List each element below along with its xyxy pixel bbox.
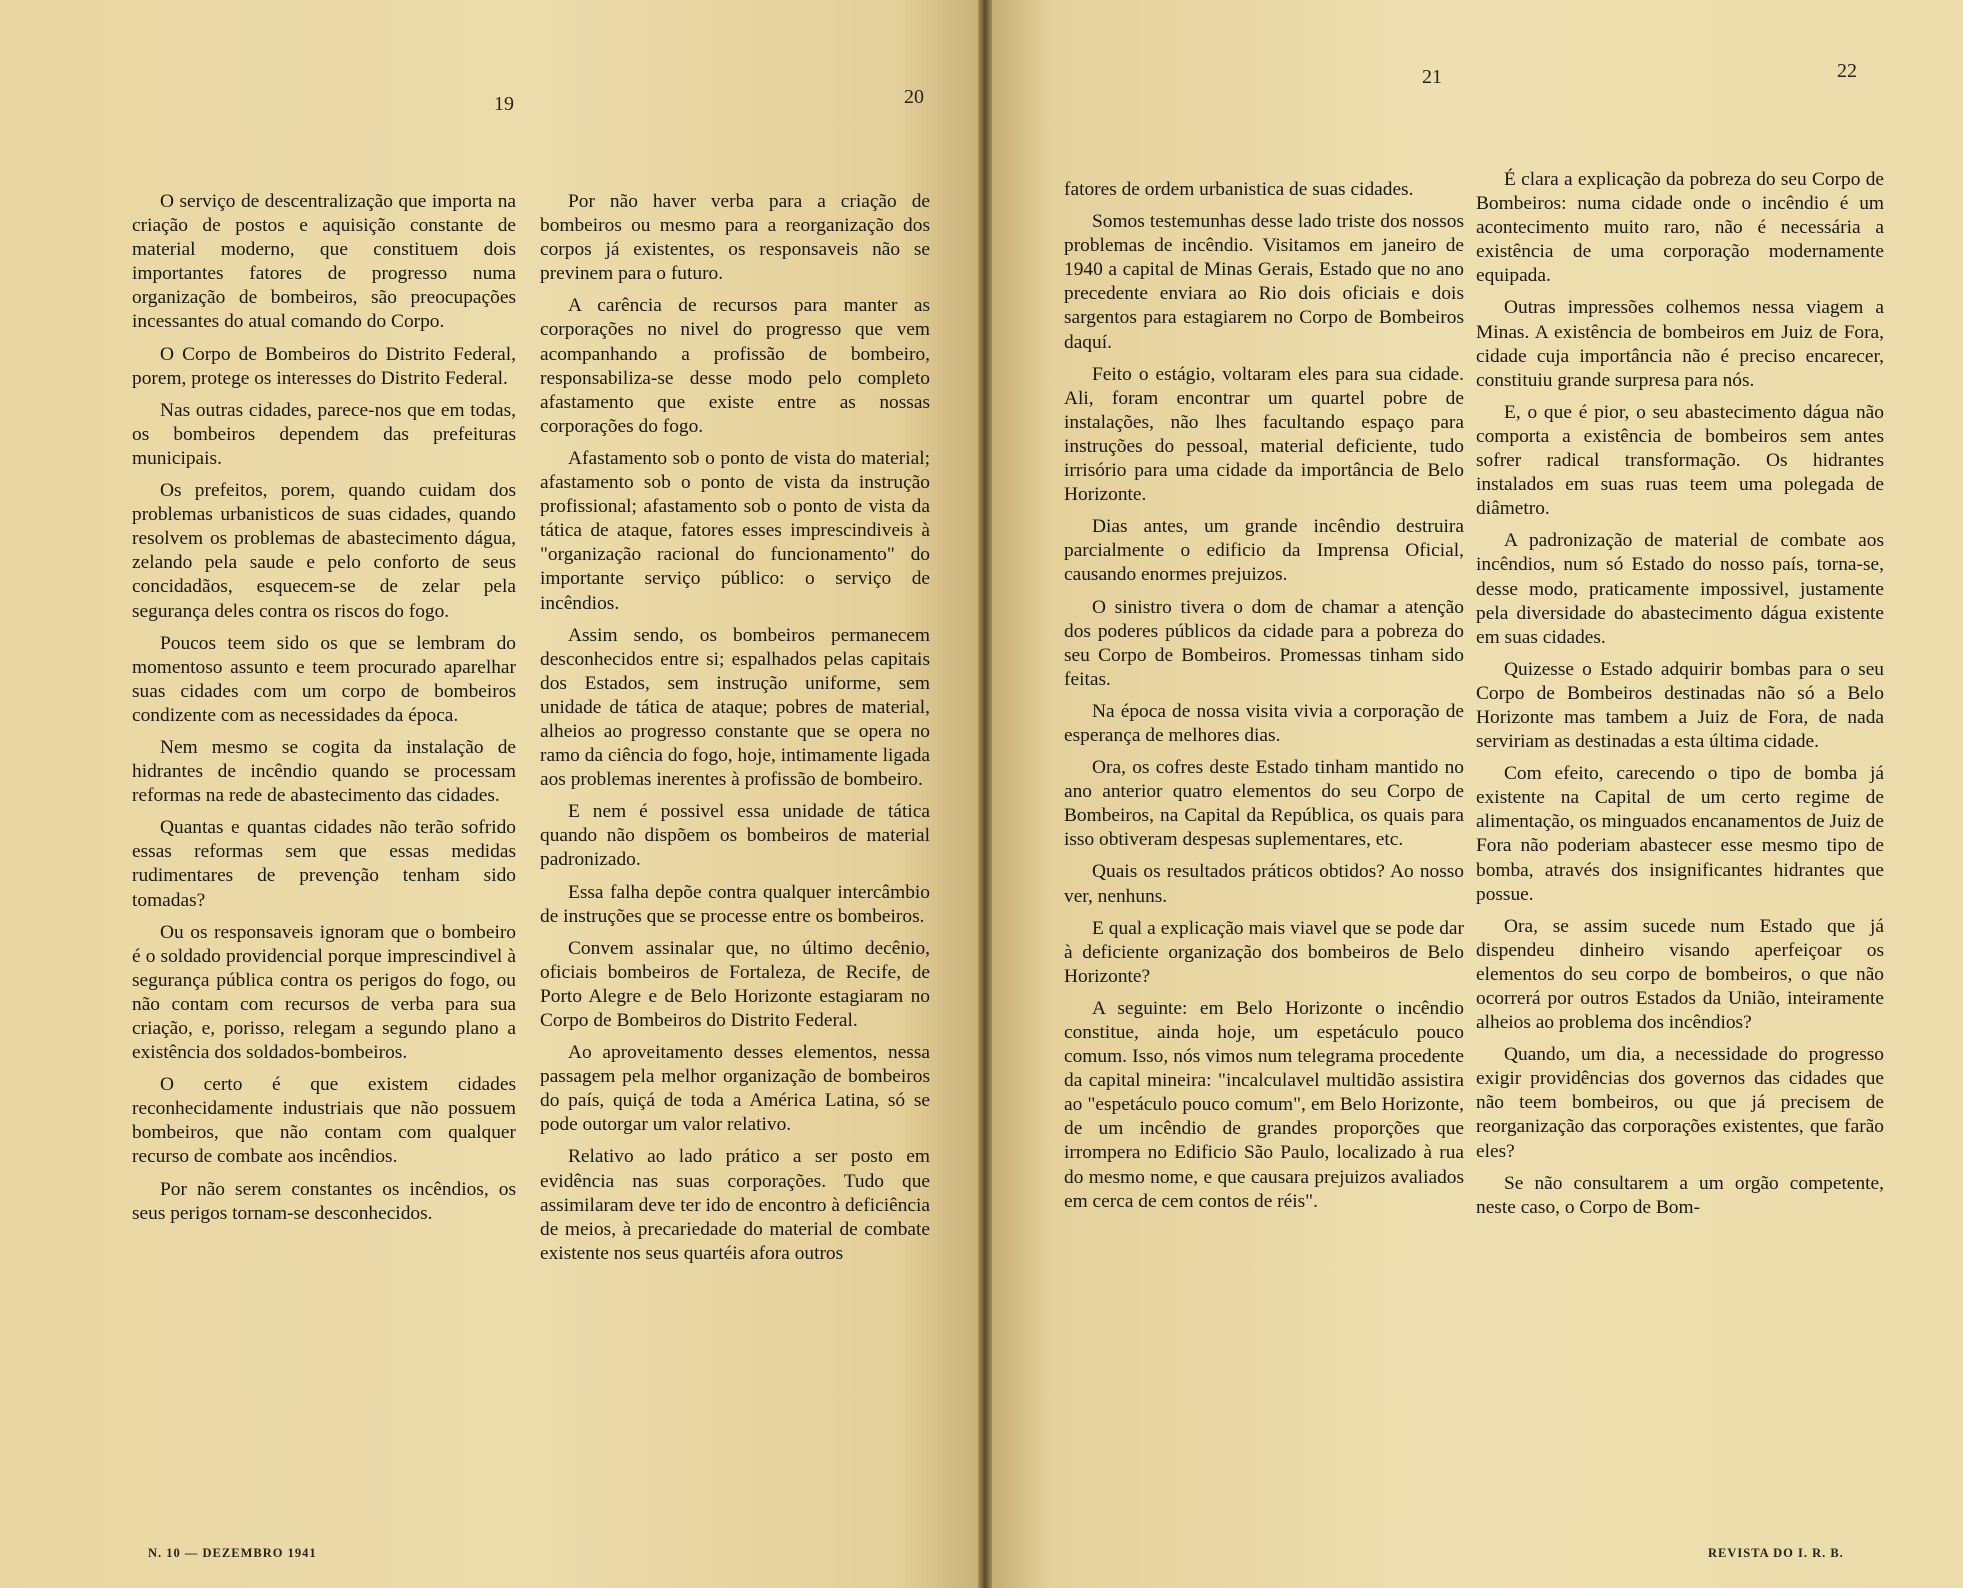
paragraph: Essa falha depõe contra qualquer intercâmbio de instruções que se processe entre os bombeiros. [540, 881, 930, 927]
paragraph: Na época de nossa visita vivia a corporação de esperança de melhores dias. [1064, 700, 1464, 746]
paragraph: Ou os responsaveis ignoram que o bombeiro é o soldado providencial porque imprescindivel à segurança pública contra os perigos do fogo, ou não contam com recursos de verba para sua criação, e, porisso, relegam a segundo plano a existência dos soldados-bombeiros. [132, 921, 516, 1064]
paragraph: E nem é possivel essa unidade de tática quando não dispõem os bombeiros de material padronizado. [540, 801, 930, 871]
paragraph: Ora, os cofres deste Estado tinham mantido no ano anterior quatro elementos do seu Corpo de Bombeiros, na Capital da República, os quais para isso obtiveram despesas suplementares, etc. [1064, 757, 1464, 851]
paragraph: Convem assinalar que, no último decênio, oficiais bombeiros de Fortaleza, de Recife, de Porto Alegre e de Belo Horizonte estagiaram no Corpo de Bombeiros do Distrito Federal. [540, 937, 930, 1031]
paragraph: O certo é que existem cidades reconhecidamente industriais que não possuem bombeiros, que não contam com qualquer recurso de combate aos incêndios. [132, 1074, 516, 1168]
paragraph: Feito o estágio, voltaram eles para sua cidade. Ali, foram encontrar um quartel pobre de instalações, não lhes facultando espaço para instruções do pessoal, material deficiente, tudo irrisório para uma cidade da importância de Belo Horizonte. [1064, 363, 1464, 506]
column-page-22 [1476, 168, 1884, 1228]
paragraph: Relativo ao lado prático a ser posto em evidência nas suas corporações. Tudo que assimilaram deve ter ido de encontro à deficiência de meios, à precariedade do material de combate existente nos seus quartéis afora outros [540, 1146, 930, 1264]
paragraph: Dias antes, um grande incêndio destruira parcialmente o edificio da Imprensa Oficial, causando enormes prejuizos. [1064, 516, 1464, 586]
paragraph: Quizesse o Estado adquirir bombas para o seu Corpo de Bombeiros destinadas não só a Belo Horizonte mas tambem a Juiz de Fora, de nada serviriam as destinadas a esta última cidade. [1476, 658, 1884, 753]
page-number-20: 20 [904, 86, 924, 108]
paragraph: Por não haver verba para a criação de bombeiros ou mesmo para a reorganização dos corpos já existentes, os responsaveis não se previnem para o futuro. [540, 191, 930, 285]
paragraph: Nem mesmo se cogita da instalação de hidrantes de incêndio quando se processam reformas na rede de abastecimento das cidades. [132, 736, 516, 807]
paragraph: Quantas e quantas cidades não terão sofrido essas reformas sem que essas medidas rudimentares de prevenção tenham sido tomadas? [132, 817, 516, 911]
paragraph: O Corpo de Bombeiros do Distrito Federal, porem, protege os interesses do Distrito Federal. [132, 343, 516, 389]
page-number-19: 19 [494, 93, 514, 115]
page-number-21: 21 [1422, 66, 1442, 88]
paragraph: fatores de ordem urbanistica de suas cidades. [1064, 179, 1414, 200]
paragraph: Afastamento sob o ponto de vista do material; afastamento sob o ponto de vista da instrução profissional; afastamento sob o ponto de vista da tática de ataque, fatores esses imprescindiveis à "organização racional do funcionamento" do importante serviço público: o serviço de incêndios. [540, 447, 930, 614]
paragraph: A carência de recursos para manter as corporações no nivel do progresso que vem acompanhando a profissão de bombeiro, responsabiliza-se desse modo pelo completo afastamento que existe entre as nossas corporações do fogo. [540, 295, 930, 437]
paragraph: Quais os resultados práticos obtidos? Ao nosso ver, nenhuns. [1064, 861, 1464, 907]
paragraph: Nas outras cidades, parece-nos que em todas, os bombeiros dependem das prefeituras municipais. [132, 399, 516, 469]
paragraph: Ora, se assim sucede num Estado que já dispendeu dinheiro visando aperfeiçoar os elementos do seu corpo de bombeiros, o que não ocorrerá por outros Estados da União, inteiramente alheios ao problema dos incêndios? [1476, 915, 1884, 1034]
paragraph: E, o que é pior, o seu abastecimento dágua não comporta a existência de bombeiros sem antes sofrer radical transformação. Os hidrantes instalados em suas ruas teem uma polegada de diâmetro. [1476, 401, 1884, 520]
paragraph: O sinistro tivera o dom de chamar a atenção dos poderes públicos da cidade para a pobreza do seu Corpo de Bombeiros. Promessas tinham sido feitas. [1064, 596, 1464, 690]
paragraph: A padronização de material de combate aos incêndios, num só Estado do nosso país, torna-se, desse modo, praticamente impossivel, justamente pela diversidade do abastecimento dágua existente em suas cidades. [1476, 530, 1884, 648]
paragraph: Com efeito, carecendo o tipo de bomba já existente na Capital de um certo regime de alimentação, os minguados encanamentos de Juiz de Fora não poderiam abastecer esse mesmo tipo de bomba, através dos insignificantes hidrantes que possue. [1476, 763, 1884, 905]
column-page-20 [540, 190, 930, 1274]
paragraph: O serviço de descentralização que importa na criação de postos e aquisição constante de material moderno, que constituem dois importantes fatores de progresso numa organização de bombeiros, são preocupações incessantes do atual comando do Corpo. [132, 191, 516, 333]
column-page-19 [132, 190, 516, 1234]
paragraph: A seguinte: em Belo Horizonte o incêndio constitue, ainda hoje, um espetáculo pouco comum. Isso, nós vimos num telegrama procedente da capital mineira: "incalculavel multidão assistira ao "espetáculo pouco comum", em Belo Horizonte, de um incêndio de grandes proporções que irrompera no Edificio São Paulo, localizado à rua do mesmo nome, e que causara prejuizos avaliados em cerca de cem contos de réis". [1064, 997, 1464, 1212]
left-leaf [0, 0, 978, 1588]
paragraph: Assim sendo, os bombeiros permanecem desconhecidos entre si; espalhados pelas capitais dos Estados, sem instrução uniforme, sem unidade de tática de ataque; pobres de material, alheios ao progresso constante que se opera no ramo da ciência do fogo, hoje, intimamente ligada aos problemas inerentes à profissão de bombeiro. [540, 624, 930, 791]
binding-gutter [978, 0, 992, 1588]
paragraph: Se não consultarem a um orgão competente, neste caso, o Corpo de Bom- [1476, 1172, 1884, 1218]
paragraph: Ao aproveitamento desses elementos, nessa passagem pela melhor organização de bombeiros do país, quiçá de toda a América Latina, só se pode outorgar um valor relativo. [540, 1042, 930, 1136]
paragraph: Quando, um dia, a necessidade do progresso exigir providências dos governos das cidades que não teem bombeiros, ou que já precisem de reorganização das corporações existentes, que farão eles? [1476, 1044, 1884, 1162]
paragraph: Outras impressões colhemos nessa viagem a Minas. A existência de bombeiros em Juiz de Fora, cidade cuja importância não é preciso encarecer, constituiu grande surpresa para nós. [1476, 297, 1884, 391]
paragraph: Por não serem constantes os incêndios, os seus perigos tornam-se desconhecidos. [132, 1178, 516, 1224]
paragraph: E qual a explicação mais viavel que se pode dar à deficiente organização dos bombeiros de Belo Horizonte? [1064, 917, 1464, 987]
column-page-21 [1064, 178, 1464, 1222]
footer-issue-date: N. 10 — DEZEMBRO 1941 [148, 1546, 317, 1560]
footer-journal-name: REVISTA DO I. R. B. [1708, 1546, 1844, 1560]
paragraph: Os prefeitos, porem, quando cuidam dos problemas urbanisticos de suas cidades, quando resolvem os problemas de abastecimento dágua, zelando pela saude e pelo conforto de seus concidadãos, esquecem-se de zelar pela segurança deles contra os riscos do fogo. [132, 480, 516, 622]
paragraph: Poucos teem sido os que se lembram do momentoso assunto e teem procurado aparelhar suas cidades com um corpo de bombeiros condizente com as necessidades da época. [132, 632, 516, 726]
page-number-22: 22 [1837, 60, 1857, 82]
paragraph: É clara a explicação da pobreza do seu Corpo de Bombeiros: numa cidade onde o incêndio é um acontecimento muito raro, não é necessária a existência de uma corporação modernamente equipada. [1476, 169, 1884, 287]
paragraph: Somos testemunhas desse lado triste dos nossos problemas de incêndio. Visitamos em janeiro de 1940 a capital de Minas Gerais, Estado que no ano precedente enviara ao Rio dois oficiais e dois sargentos para estagiarem no Corpo de Bombeiros daquí. [1064, 211, 1464, 353]
